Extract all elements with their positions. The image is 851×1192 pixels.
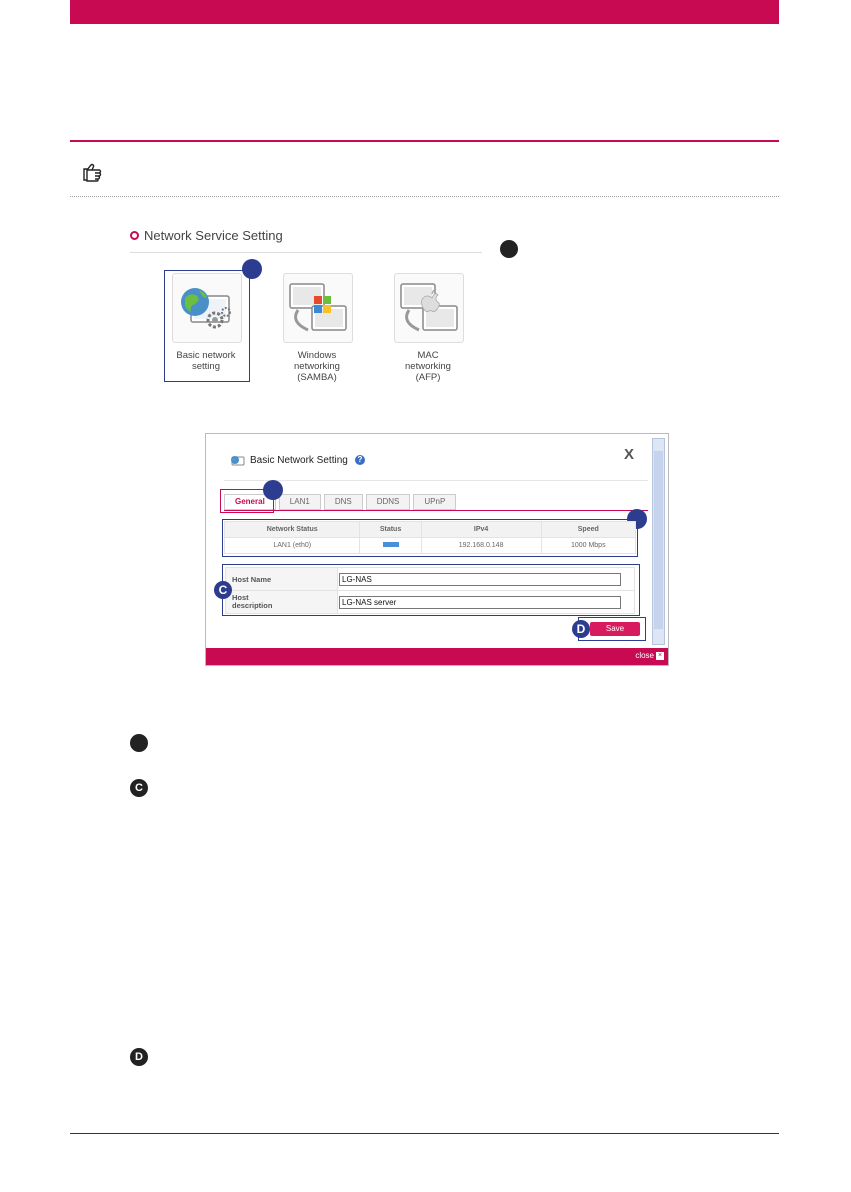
apple-network-icon bbox=[395, 274, 463, 342]
basic-network-setting-dialog bbox=[205, 433, 669, 666]
service-label-line: networking bbox=[405, 361, 451, 372]
globe-gear-icon bbox=[173, 274, 241, 342]
dotted-divider bbox=[70, 196, 779, 197]
host-name-input[interactable]: LG-NAS bbox=[339, 573, 621, 586]
table-cell: LAN1 (eth0) bbox=[225, 538, 360, 554]
help-icon[interactable]: ? bbox=[355, 455, 365, 465]
network-status-table bbox=[224, 521, 636, 554]
table-row bbox=[226, 568, 635, 591]
network-status-frame bbox=[222, 519, 638, 557]
callout-marker-blue-top bbox=[242, 259, 262, 279]
status-indicator-bar bbox=[383, 542, 399, 547]
callout-marker-blue-tab bbox=[263, 480, 283, 500]
dialog-close-button[interactable]: X bbox=[624, 446, 635, 463]
service-label-mac bbox=[383, 350, 473, 383]
dialog-title: Basic Network Setting bbox=[250, 455, 348, 466]
legend-marker-d: D bbox=[130, 1048, 148, 1066]
legend-marker-c: C bbox=[130, 779, 148, 797]
tab-underline bbox=[224, 510, 648, 511]
host-description-label-line: Host bbox=[232, 593, 249, 602]
dialog-footer bbox=[206, 648, 668, 665]
host-description-label bbox=[226, 591, 338, 614]
table-header: Speed bbox=[541, 522, 635, 538]
service-label-line: Basic network bbox=[176, 350, 236, 361]
windows-network-icon bbox=[284, 274, 352, 342]
network-service-setting-title bbox=[130, 228, 283, 243]
callout-marker-d: D bbox=[572, 620, 590, 638]
close-icon: × bbox=[657, 651, 663, 659]
legend-marker-a bbox=[130, 734, 148, 752]
tab-lan1[interactable]: LAN1 bbox=[279, 494, 321, 510]
table-cell bbox=[360, 538, 421, 554]
table-cell: 192.168.0.148 bbox=[421, 538, 541, 554]
host-description-input[interactable]: LG-NAS server bbox=[339, 596, 621, 609]
windows-networking-button[interactable] bbox=[283, 273, 353, 343]
mac-networking-button[interactable] bbox=[394, 273, 464, 343]
table-header-row bbox=[225, 522, 636, 538]
footer-close-button[interactable] bbox=[635, 651, 664, 660]
service-label-line: (SAMBA) bbox=[297, 372, 337, 383]
host-name-label: Host Name bbox=[226, 568, 338, 591]
section-divider bbox=[70, 140, 779, 142]
table-header: Network Status bbox=[225, 522, 360, 538]
bullet-icon bbox=[130, 231, 139, 240]
table-row bbox=[225, 538, 636, 554]
footer-close-label: close bbox=[635, 651, 654, 660]
callout-marker-c: C bbox=[214, 581, 232, 599]
host-settings-table bbox=[225, 567, 635, 614]
table-cell bbox=[338, 568, 635, 591]
table-cell: 1000 Mbps bbox=[541, 538, 635, 554]
tab-dns[interactable]: DNS bbox=[324, 494, 363, 510]
panel-rule bbox=[130, 252, 482, 253]
basic-network-setting-button[interactable] bbox=[172, 273, 242, 343]
table-cell bbox=[338, 591, 635, 614]
service-label-line: MAC bbox=[417, 350, 439, 361]
footer-rule bbox=[70, 1133, 779, 1134]
tab-ddns[interactable]: DDNS bbox=[366, 494, 411, 510]
tab-upnp[interactable]: UPnP bbox=[413, 494, 456, 510]
table-row bbox=[226, 591, 635, 614]
table-header: Status bbox=[360, 522, 421, 538]
pointing-hand-icon bbox=[82, 163, 106, 183]
host-description-label-line: description bbox=[232, 601, 273, 610]
service-label-line: (AFP) bbox=[415, 372, 441, 383]
host-settings-frame bbox=[222, 564, 640, 616]
dialog-title-rule bbox=[224, 480, 648, 481]
tab-general[interactable]: General bbox=[224, 494, 276, 510]
dialog-scrollbar[interactable] bbox=[652, 438, 665, 645]
table-header: IPv4 bbox=[421, 522, 541, 538]
service-label-line: Windows bbox=[297, 350, 337, 361]
network-setting-icon bbox=[230, 454, 246, 468]
top-brand-bar bbox=[70, 0, 779, 24]
service-label-line: networking bbox=[294, 361, 340, 372]
service-label-line: setting bbox=[192, 361, 220, 372]
service-label-basic bbox=[161, 350, 251, 372]
service-label-windows bbox=[272, 350, 362, 383]
save-button[interactable]: Save bbox=[590, 622, 640, 636]
callout-marker-a bbox=[500, 240, 518, 258]
scrollbar-thumb[interactable] bbox=[654, 451, 663, 629]
panel-title: Network Service Setting bbox=[144, 228, 283, 243]
